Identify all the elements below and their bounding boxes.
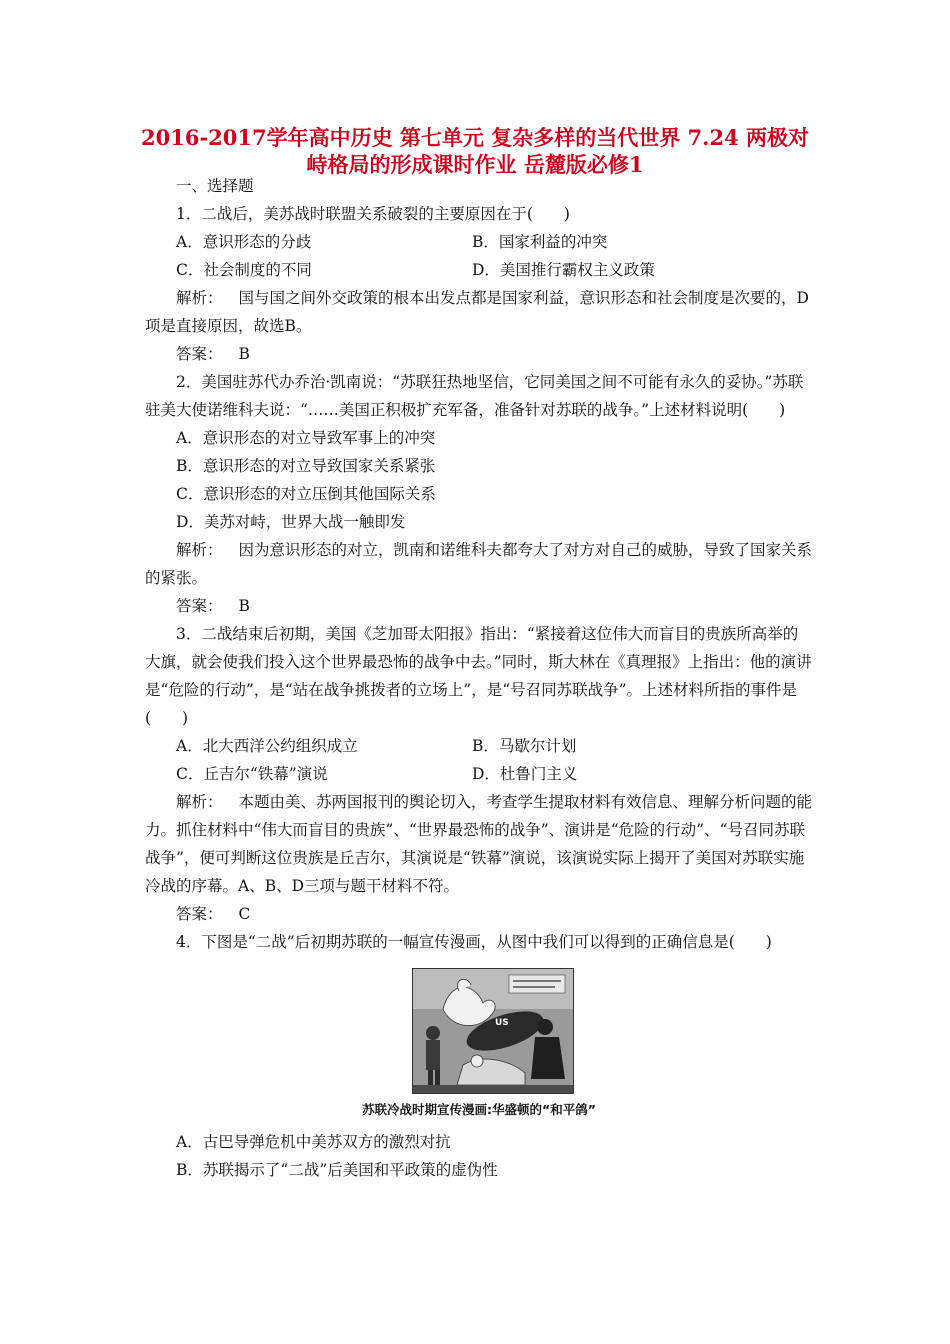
answer-label: 答案：	[176, 345, 223, 363]
q3-options-row-1	[145, 732, 813, 760]
section-heading: 一、选择题	[176, 177, 254, 195]
q4-option-b: B．苏联揭示了“二战”后美国和平政策的虚伪性	[176, 1161, 498, 1179]
q1-option-c: C．社会制度的不同	[176, 261, 312, 279]
q3-analysis-text: 本题由美、苏两国报刊的舆论切入，考查学生提取材料有效信息、理解分析问题的能力。抓住材料中“伟大而盲目的贵族”、“世界最恐怖的战争”、演讲是“危险的行动”、“号召同苏联战争”，便可判断这位贵族是丘吉尔，其演说是“铁幕”演说，该演说实际上揭开了美国对苏联实施冷战的序幕。A、B、D三项与题干材料不符。	[145, 793, 813, 895]
q3-answer	[145, 900, 813, 928]
answer-label: 答案：	[176, 597, 223, 615]
analysis-label: 解析：	[176, 793, 223, 811]
q2-option-b: B．意识形态的对立导致国家关系紧张	[176, 457, 436, 475]
q1-option-a: A．意识形态的分歧	[176, 233, 312, 251]
analysis-label: 解析：	[176, 289, 223, 307]
q3-option-a: A．北大西洋公约组织成立	[176, 737, 358, 755]
q2-option-d: D．美苏对峙，世界大战一触即发	[176, 513, 406, 531]
q3-analysis	[145, 788, 813, 900]
figure-caption: 苏联冷战时期宣传漫画:华盛顿的“和平鸽”	[362, 1102, 596, 1117]
q2-analysis-text: 因为意识形态的对立，凯南和诺维科夫都夸大了对方对自己的威胁，导致了国家关系的紧张。	[145, 541, 813, 587]
q1-stem: 1．二战后，美苏战时联盟关系破裂的主要原因在于( )	[176, 205, 570, 223]
q4-figure	[145, 968, 813, 1128]
q3-option-d: D．杜鲁门主义	[472, 765, 578, 783]
q1-analysis	[145, 284, 813, 340]
q1-answer	[145, 340, 813, 368]
q4-stem: 4．下图是“二战”后初期苏联的一幅宣传漫画，从图中我们可以得到的正确信息是( )	[176, 933, 772, 951]
document-body	[145, 172, 813, 1184]
q1-analysis-text: 国与国之间外交政策的根本出发点都是国家利益，意识形态和社会制度是次要的，D项是直接原因，故选B。	[145, 289, 809, 335]
q2-option-c: C．意识形态的对立压倒其他国际关系	[176, 485, 436, 503]
q1-option-d: D．美国推行霸权主义政策	[472, 261, 655, 279]
analysis-label: 解析：	[176, 541, 223, 559]
q4-option-a: A．古巴导弹危机中美苏双方的激烈对抗	[176, 1133, 451, 1151]
q2-answer	[145, 592, 813, 620]
q1-option-b: B．国家利益的冲突	[472, 233, 608, 251]
q2-option-a: A．意识形态的对立导致军事上的冲突	[176, 429, 436, 447]
q2-answer-value: B	[238, 597, 250, 615]
q2-analysis	[145, 536, 813, 592]
q3-stem: 3．二战结束后初期，美国《芝加哥太阳报》指出：“紧接着这位伟大而盲目的贵族所高举的大旗，就会使我们投入这个世界最恐怖的战争中去。”同时，斯大林在《真理报》上指出：他的演讲是“危险的行动”，是“站在战争挑拨者的立场上”，是“号召同苏联战争”。上述材料所指的事件是( )	[145, 625, 812, 727]
q1-options-row-1	[145, 228, 813, 256]
answer-label: 答案：	[176, 905, 223, 923]
q3-option-c: C．丘吉尔“铁幕”演说	[176, 765, 328, 783]
cartoon-us-label: US	[495, 1018, 509, 1028]
q1-options-row-2	[145, 256, 813, 284]
q3-answer-value: C	[238, 905, 251, 923]
cartoon-illustration	[413, 969, 573, 1093]
propaganda-cartoon-image	[412, 968, 574, 1094]
q2-stem: 2．美国驻苏代办乔治·凯南说：“苏联狂热地坚信，它同美国之间不可能有永久的妥协。”苏联驻美大使诺维科夫说：“……美国正积极扩充军备，准备针对苏联的战争。”上述材料说明( )	[145, 373, 804, 419]
q3-options-row-2	[145, 760, 813, 788]
document-title: 2016-2017学年高中历史 第七单元 复杂多样的当代世界 7.24 两极对峙格局的形成课时作业 岳麓版必修1	[141, 125, 809, 177]
q1-answer-value: B	[238, 345, 250, 363]
q3-option-b: B．马歇尔计划	[472, 737, 577, 755]
